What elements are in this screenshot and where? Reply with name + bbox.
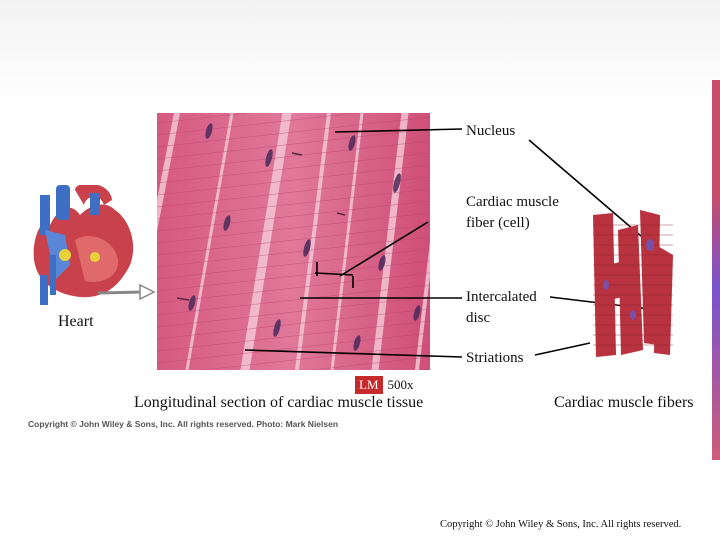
label-nucleus: Nucleus bbox=[466, 123, 516, 139]
lm-badge: LM bbox=[355, 376, 383, 394]
heart-label: Heart bbox=[58, 313, 94, 330]
copyright-notice: Copyright © John Wiley & Sons, Inc. All rights reserved. bbox=[440, 519, 682, 530]
photo-credit: Copyright © John Wiley & Sons, Inc. All rights reserved. Photo: Mark Nielsen bbox=[28, 419, 339, 429]
cardiac-fibers-illustration bbox=[588, 205, 678, 365]
label-striations: Striations bbox=[466, 350, 524, 366]
label-intercalated-disc: Intercalated disc bbox=[466, 289, 537, 326]
label-cardiac-muscle-fiber: Cardiac muscle fiber (cell) bbox=[466, 194, 559, 231]
magnification-value: 500x bbox=[387, 377, 414, 392]
caption-longitudinal-section: Longitudinal section of cardiac muscle tissue bbox=[134, 394, 424, 411]
magnification-indicator bbox=[355, 376, 414, 394]
caption-cardiac-muscle-fibers: Cardiac muscle fibers bbox=[554, 394, 694, 411]
